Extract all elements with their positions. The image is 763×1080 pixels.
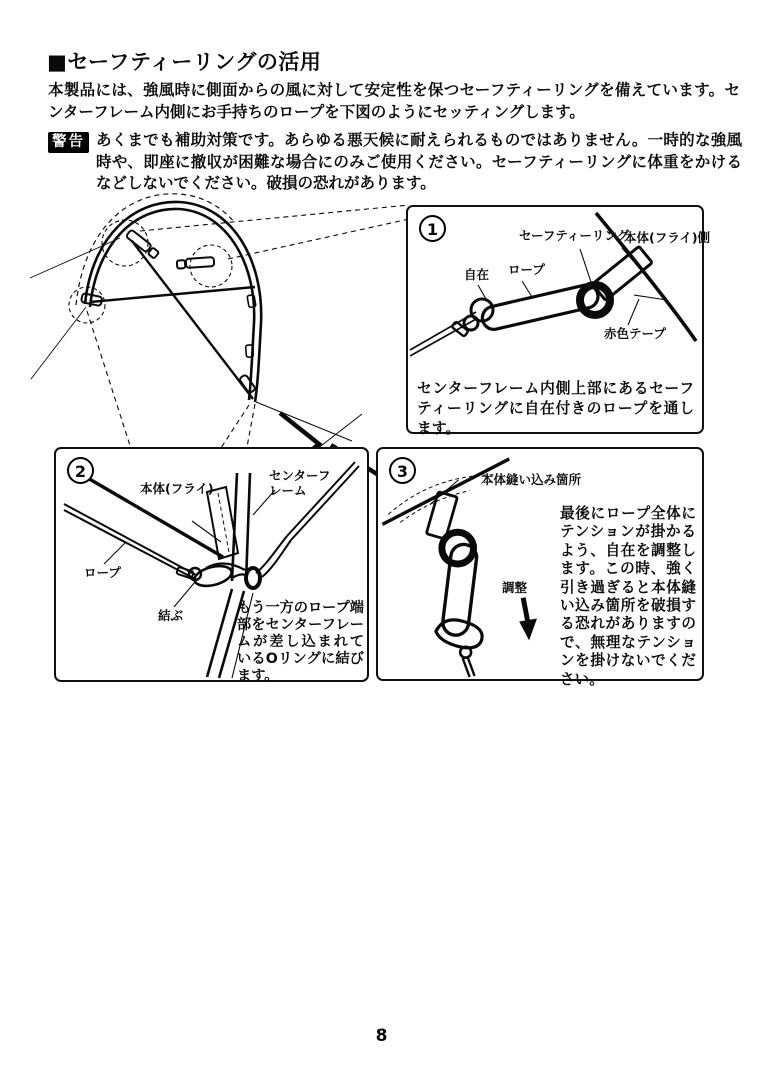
tent-frame-diagram — [28, 183, 410, 483]
warning-text: あくまでも補助対策です。あらゆる悪天候に耐えられるものではありません。一時的な強風時や、即座に撤収が困難な場合にのみご使用ください。セーフティーリングに体重をかけるなどしないでください。破損の恐れがあります。 — [96, 131, 742, 192]
panel-step2 — [54, 447, 369, 682]
step1-number: 1 — [419, 215, 446, 242]
page-title: ■セーフティーリングの活用 — [47, 50, 322, 74]
label-jizai: 自在 — [464, 267, 490, 282]
label-body-fly-side: 本体(フライ)側 — [624, 230, 711, 245]
step3-number: 3 — [389, 457, 416, 484]
o-ring-shape — [246, 568, 260, 588]
step2-number: 2 — [67, 457, 94, 484]
step1-caption: センターフレーム内側上部にあるセーフティーリングに自在付きのロープを通します。 — [417, 380, 694, 437]
label-adjust: 調整 — [502, 580, 528, 595]
panel-step1 — [406, 205, 711, 437]
panel-step3 — [376, 447, 704, 688]
step2-caption: もう一方のロープ端部をセンターフレームが差し込まれているOリングに結びます。 — [237, 600, 364, 684]
label-center-frame: センターフレーム — [269, 468, 331, 498]
warning-tag: 警告 — [48, 132, 89, 153]
label-safety-ring: セーフティーリング — [519, 228, 630, 243]
page-number: 8 — [375, 1026, 388, 1046]
tent-frame-drawing — [28, 183, 410, 483]
step3-caption: 最後にロープ全体にテンションが掛かるよう、自在を調整します。この時、強く引き過ぎると本体縫い込み箇所を破損する恐れがありますので、無理なテンションを掛けないでください。 — [560, 505, 696, 688]
label-rope: ロープ — [84, 565, 121, 580]
label-rope: ロープ — [508, 262, 545, 277]
label-sewn-point: 本体縫い込み箇所 — [481, 472, 582, 487]
intro-paragraph: 本製品には、強風時に側面からの風に対して安定性を保つセーフティーリングを備えています。センターフレーム内側にお手持ちのロープを下図のようにセッティングします。 — [48, 81, 740, 121]
label-red-tape: 赤色テープ — [604, 326, 666, 341]
ring-shape — [442, 532, 474, 564]
label-body-fly: 本体(フライ) — [140, 481, 214, 496]
label-tie: 結ぶ — [158, 608, 184, 623]
